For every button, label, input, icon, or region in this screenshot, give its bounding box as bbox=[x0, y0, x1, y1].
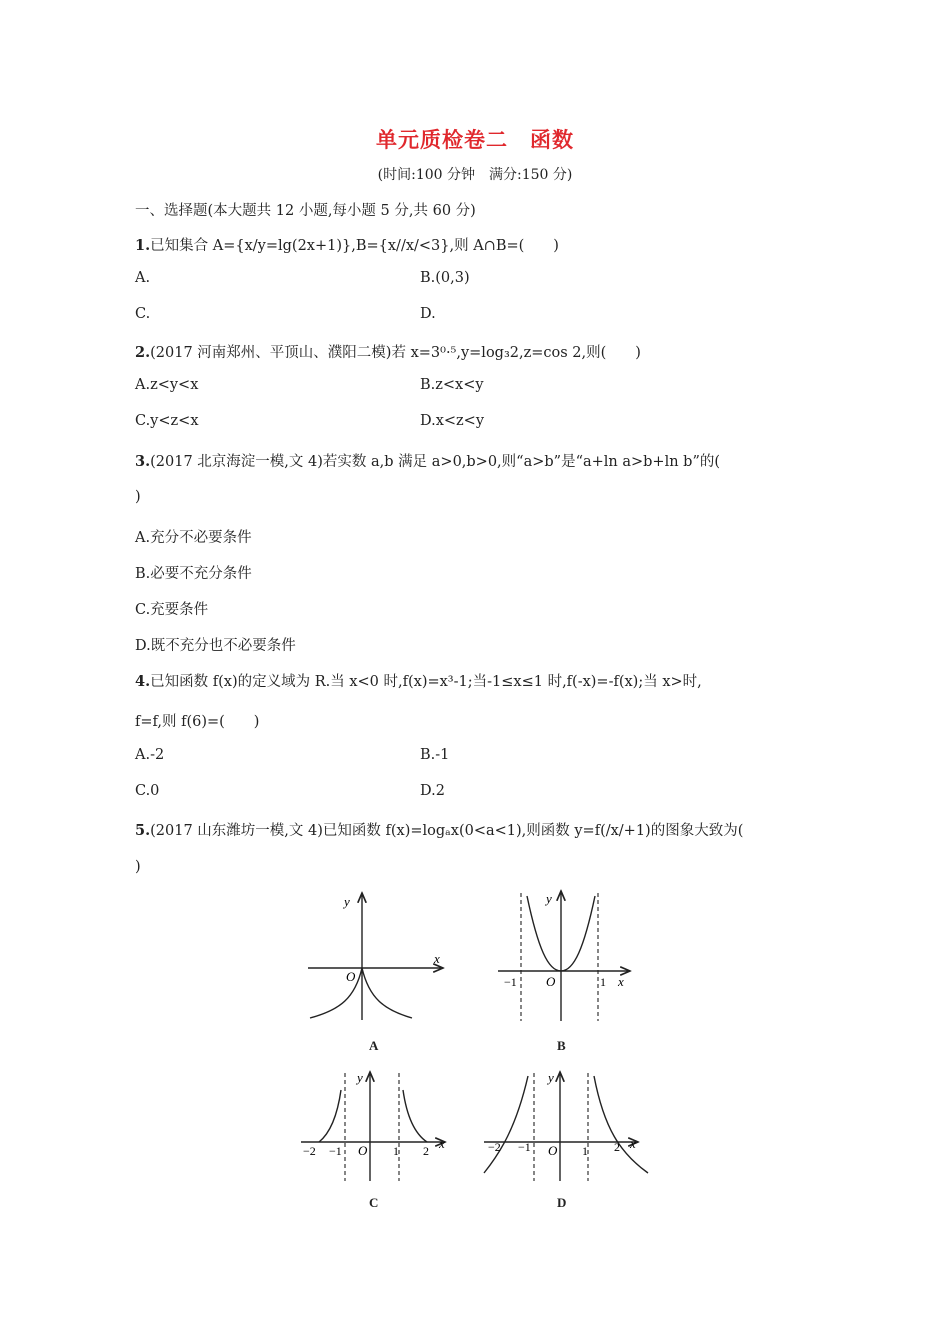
figure-label-d: D bbox=[557, 1195, 567, 1210]
question-4 bbox=[135, 670, 702, 691]
tick-1: 1 bbox=[582, 1144, 588, 1158]
option-c[interactable]: C.充要条件 bbox=[135, 602, 209, 618]
graph-d[interactable] bbox=[478, 1068, 653, 1188]
question-3 bbox=[135, 450, 720, 471]
question-number: 4. bbox=[135, 673, 151, 690]
q1-options-row2 bbox=[135, 306, 436, 322]
tick-2: 2 bbox=[614, 1140, 620, 1154]
figure-label-a: A bbox=[369, 1038, 379, 1053]
q2-options-row1 bbox=[135, 377, 484, 393]
origin-label: O bbox=[548, 1143, 558, 1158]
tick-neg2: −2 bbox=[488, 1140, 501, 1154]
option-d[interactable]: D.x<z<y bbox=[420, 413, 485, 429]
tick-neg1: −1 bbox=[518, 1140, 531, 1154]
option-a[interactable]: A.z<y<x bbox=[135, 377, 199, 393]
figure-label-b: B bbox=[557, 1038, 566, 1053]
question-text: (2017 河南郑州、平顶山、濮阳二模)若 x=3⁰·⁵,y=log₃2,z=cos 2,则( ) bbox=[150, 345, 641, 361]
question-number: 1. bbox=[135, 237, 151, 254]
option-d[interactable]: D.既不充分也不必要条件 bbox=[135, 638, 296, 654]
question-number: 2. bbox=[135, 344, 151, 361]
question-text: 已知集合 A={x/y=lg(2x+1)},B={x//x/<3},则 A∩B=( ) bbox=[150, 238, 559, 254]
tick-neg1: −1 bbox=[504, 975, 517, 989]
question-3-cont: ) bbox=[135, 489, 141, 505]
x-axis-label: x bbox=[439, 1136, 445, 1151]
option-c[interactable]: C.0 bbox=[135, 783, 160, 799]
origin-label: O bbox=[546, 974, 556, 989]
option-b[interactable]: B.z<x<y bbox=[420, 377, 484, 393]
y-axis-label: y bbox=[344, 894, 350, 909]
option-b[interactable]: B.-1 bbox=[420, 747, 450, 763]
curve-right bbox=[594, 1076, 648, 1173]
q2-options-row2 bbox=[135, 413, 485, 429]
question-number: 3. bbox=[135, 453, 151, 470]
option-c[interactable]: C. bbox=[135, 306, 151, 322]
y-axis-label: y bbox=[548, 1070, 554, 1085]
curve-left bbox=[319, 1090, 341, 1142]
option-a[interactable]: A. bbox=[135, 270, 151, 286]
option-d[interactable]: D. bbox=[420, 306, 436, 322]
question-5 bbox=[135, 819, 743, 840]
option-b[interactable]: B.(0,3) bbox=[420, 270, 470, 286]
question-5-cont: ) bbox=[135, 859, 141, 875]
q4-options-row1 bbox=[135, 747, 450, 763]
question-text: (2017 山东潍坊一模,文 4)已知函数 f(x)=logₐx(0<a<1),则函数 y=f(/x/+1)的图象大致为( bbox=[150, 823, 744, 839]
curve-right bbox=[362, 968, 412, 1018]
x-axis-label: x bbox=[434, 951, 440, 966]
origin-label: O bbox=[346, 969, 356, 984]
option-b[interactable]: B.必要不充分条件 bbox=[135, 566, 252, 582]
y-axis-label: y bbox=[357, 1070, 363, 1085]
section-heading: 一、选择题(本大题共 12 小题,每小题 5 分,共 60 分) bbox=[135, 203, 476, 219]
tick-1: 1 bbox=[600, 975, 606, 989]
question-4-cont: f=f,则 f(6)=( ) bbox=[135, 714, 260, 730]
question-2 bbox=[135, 341, 641, 362]
curve-left bbox=[484, 1076, 528, 1173]
option-d[interactable]: D.2 bbox=[420, 783, 445, 799]
x-axis-label: x bbox=[630, 1136, 636, 1151]
graph-a[interactable] bbox=[300, 888, 450, 1028]
option-a[interactable]: A.充分不必要条件 bbox=[135, 530, 252, 546]
option-c[interactable]: C.y<z<x bbox=[135, 413, 199, 429]
origin-label: O bbox=[358, 1143, 368, 1158]
tick-2: 2 bbox=[423, 1144, 429, 1158]
tick-neg2: −2 bbox=[303, 1144, 316, 1158]
option-a[interactable]: A.-2 bbox=[135, 747, 165, 763]
question-text: 已知函数 f(x)的定义域为 R.当 x<0 时,f(x)=x³-1;当-1≤x≤1 时,f(-x)=-f(x);当 x>时, bbox=[150, 674, 702, 690]
q1-options-row1 bbox=[135, 270, 470, 286]
tick-neg1: −1 bbox=[329, 1144, 342, 1158]
curve-right bbox=[403, 1090, 427, 1142]
graph-c[interactable] bbox=[295, 1068, 455, 1188]
exam-info: (时间:100 分钟 满分:150 分) bbox=[377, 167, 573, 183]
figure-label-c: C bbox=[369, 1195, 379, 1210]
question-number: 5. bbox=[135, 822, 151, 839]
tick-1: 1 bbox=[393, 1144, 399, 1158]
y-axis-label: y bbox=[546, 891, 552, 906]
question-1 bbox=[135, 234, 559, 255]
q4-options-row2 bbox=[135, 783, 445, 799]
x-axis-label: x bbox=[618, 974, 624, 989]
graph-b[interactable] bbox=[490, 888, 640, 1028]
page-title: 单元质检卷二 函数 bbox=[376, 128, 574, 152]
question-text: (2017 北京海淀一模,文 4)若实数 a,b 满足 a>0,b>0,则“a>b”是“a+ln a>b+ln b”的( bbox=[150, 454, 721, 470]
